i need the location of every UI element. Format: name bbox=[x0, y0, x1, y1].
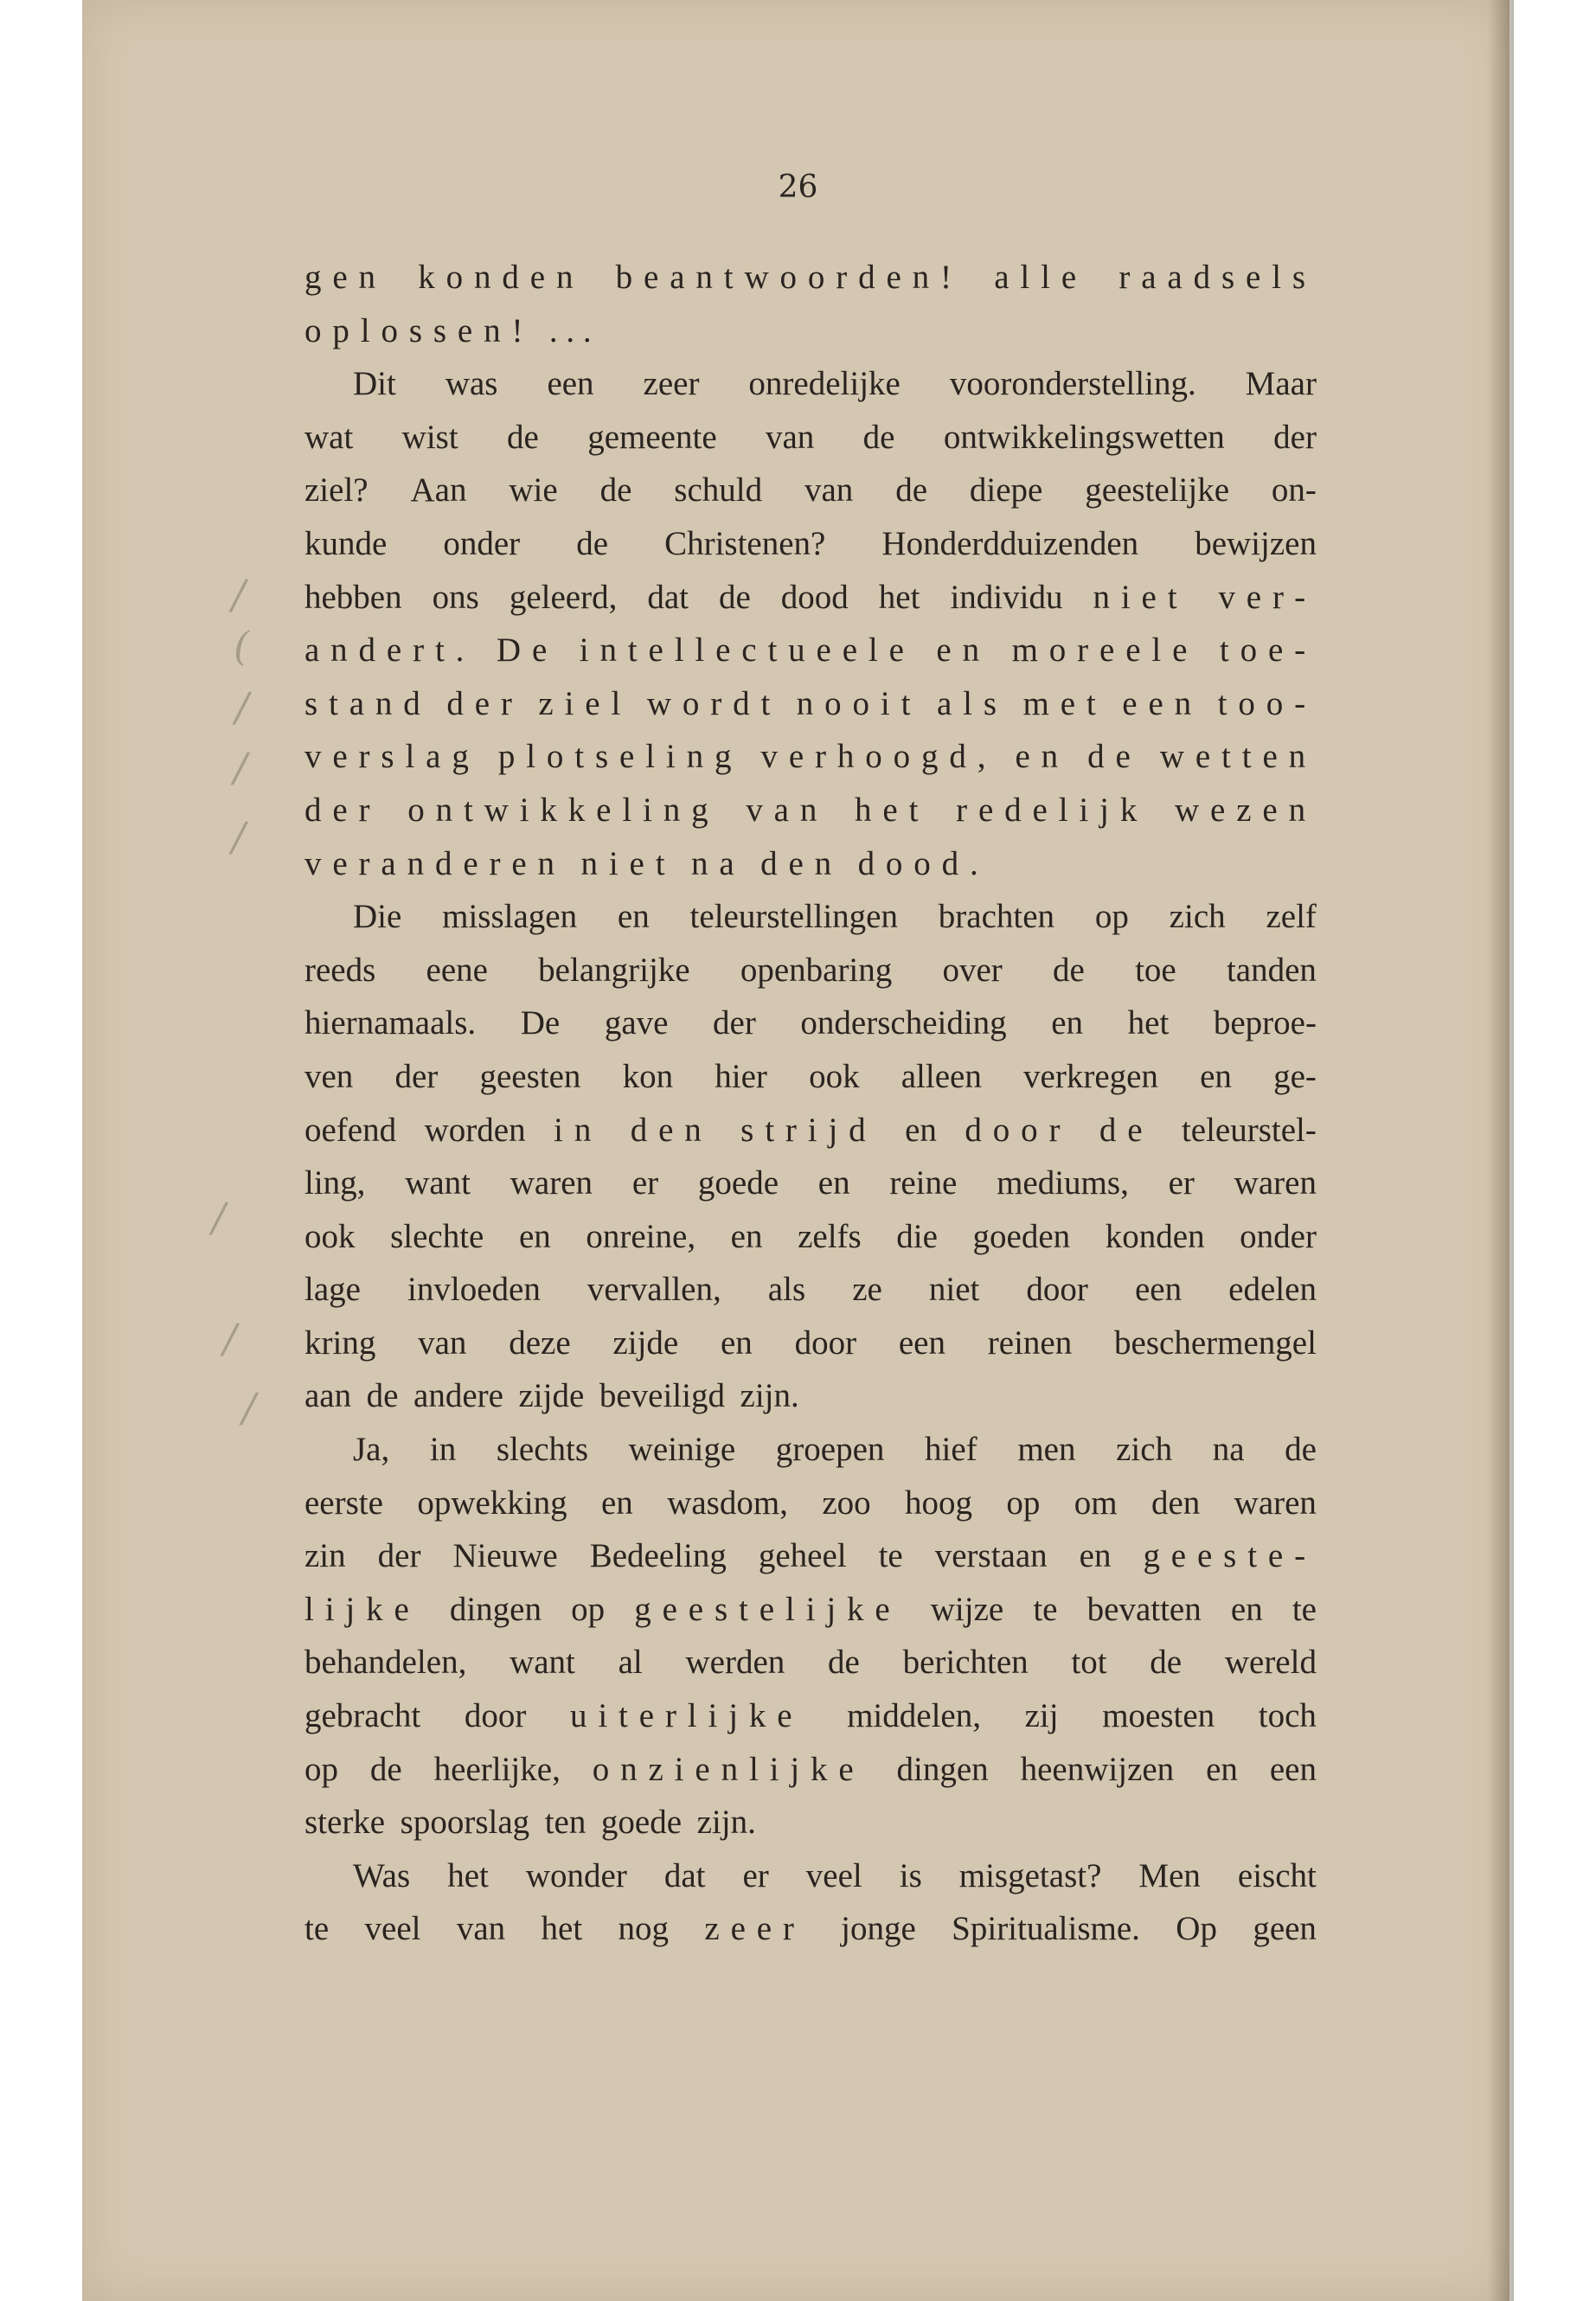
spaced-word: wetten bbox=[1159, 738, 1317, 776]
text-line bbox=[304, 677, 1317, 731]
word: konden bbox=[1105, 1217, 1205, 1255]
word: behandelen, bbox=[304, 1644, 467, 1682]
word: nog bbox=[618, 1910, 670, 1948]
word: ten bbox=[544, 1804, 586, 1842]
word: de bbox=[1285, 1431, 1317, 1469]
word: gemeente bbox=[587, 418, 717, 456]
word: dat bbox=[663, 1856, 706, 1894]
word: edelen bbox=[1228, 1271, 1317, 1309]
word: Die bbox=[353, 898, 402, 936]
word: andere bbox=[413, 1377, 503, 1415]
word: hebben bbox=[304, 578, 402, 616]
spaced-word: den bbox=[630, 1111, 713, 1149]
text-line bbox=[304, 1529, 1317, 1583]
word: was bbox=[445, 365, 498, 403]
word: wist bbox=[401, 418, 458, 456]
spaced-word: na bbox=[690, 844, 746, 882]
word: de bbox=[507, 418, 539, 456]
spaced-word: verslag bbox=[304, 738, 480, 776]
text-line bbox=[304, 1317, 1317, 1370]
word: reeds bbox=[304, 951, 376, 989]
word: ons bbox=[432, 578, 479, 616]
word: op bbox=[304, 1750, 338, 1788]
word: en bbox=[518, 1217, 551, 1255]
pencil-mark: / bbox=[235, 683, 249, 730]
spaced-word: niet bbox=[1093, 578, 1189, 616]
word: wereld bbox=[1224, 1644, 1317, 1682]
word: de bbox=[1150, 1644, 1183, 1682]
text-line bbox=[304, 1796, 1317, 1849]
word: ge- bbox=[1273, 1057, 1317, 1095]
word: oefend bbox=[304, 1111, 397, 1149]
word: de bbox=[366, 1377, 399, 1415]
text-line bbox=[304, 1477, 1317, 1530]
word: Men bbox=[1138, 1856, 1201, 1894]
word: hoog bbox=[905, 1484, 972, 1522]
spaced-word: ver- bbox=[1218, 578, 1317, 616]
spaced-word: intellectueele bbox=[579, 631, 915, 670]
word: der bbox=[377, 1537, 421, 1575]
spaced-word: verhoogd, bbox=[760, 738, 997, 776]
word: van bbox=[766, 418, 815, 456]
word: geen bbox=[1253, 1910, 1317, 1948]
word: gave bbox=[604, 1004, 669, 1042]
word: alleen bbox=[901, 1057, 982, 1095]
spaced-word: geeste- bbox=[1143, 1537, 1317, 1575]
word: berichten bbox=[902, 1644, 1029, 1682]
spaced-word: wezen bbox=[1175, 791, 1317, 829]
spaced-word: en bbox=[936, 631, 990, 670]
word: als bbox=[767, 1271, 806, 1309]
word: want bbox=[405, 1164, 471, 1202]
body-text bbox=[304, 251, 1317, 1956]
word: spoorslag bbox=[400, 1804, 530, 1842]
word: verstaan bbox=[934, 1537, 1048, 1575]
spaced-word: toe- bbox=[1219, 631, 1317, 670]
word: slechte bbox=[390, 1217, 484, 1255]
word: onder bbox=[1240, 1217, 1317, 1255]
spaced-word: onzienlijke bbox=[592, 1750, 865, 1788]
spaced-word: ziel bbox=[538, 684, 632, 722]
word: belangrijke bbox=[538, 951, 690, 989]
spaced-word: van bbox=[746, 791, 829, 829]
word: van bbox=[804, 471, 854, 510]
word: zijn. bbox=[696, 1804, 756, 1842]
spaced-word: De bbox=[496, 631, 559, 670]
word: worden bbox=[424, 1111, 526, 1149]
word: geestelijke bbox=[1085, 471, 1230, 510]
word: tot bbox=[1071, 1644, 1107, 1682]
text-line bbox=[304, 1263, 1317, 1317]
word: schuld bbox=[674, 471, 763, 510]
word: eischt bbox=[1237, 1856, 1317, 1894]
text-line bbox=[304, 464, 1317, 517]
word: den bbox=[1151, 1484, 1201, 1522]
word: dingen bbox=[896, 1750, 989, 1788]
word: door bbox=[1026, 1271, 1088, 1309]
spaced-word: lijke bbox=[304, 1590, 420, 1628]
text-line bbox=[304, 1849, 1317, 1903]
word: diepe bbox=[969, 471, 1043, 510]
word: zij bbox=[1024, 1697, 1059, 1735]
word: er bbox=[1168, 1164, 1195, 1202]
word: zich bbox=[1169, 898, 1226, 936]
word: wasdom, bbox=[667, 1484, 788, 1522]
word: aan bbox=[304, 1377, 352, 1415]
word: misslagen bbox=[442, 898, 578, 936]
word: toch bbox=[1258, 1697, 1317, 1735]
text-line bbox=[304, 1689, 1317, 1743]
word: waren bbox=[510, 1164, 593, 1202]
word: het bbox=[1127, 1004, 1170, 1042]
word: heerlijke, bbox=[433, 1750, 561, 1788]
spaced-word: nooit bbox=[796, 684, 922, 722]
word: op bbox=[1094, 898, 1129, 936]
word: een bbox=[1269, 1750, 1317, 1788]
spaced-word: den bbox=[760, 844, 843, 882]
spaced-word: de bbox=[1099, 1111, 1154, 1149]
word: sterke bbox=[304, 1804, 386, 1842]
spaced-word: moreele bbox=[1011, 631, 1199, 670]
page-number: 26 bbox=[778, 170, 818, 205]
spaced-word: de bbox=[1087, 738, 1142, 776]
text-line bbox=[304, 784, 1317, 837]
word: zelf bbox=[1266, 898, 1317, 936]
text-line bbox=[304, 517, 1317, 571]
word: de bbox=[718, 578, 751, 616]
word: van bbox=[456, 1910, 506, 1948]
word: der bbox=[394, 1057, 439, 1095]
word: on- bbox=[1271, 471, 1317, 510]
word: Bedeeling bbox=[589, 1537, 727, 1575]
word: wijze bbox=[930, 1590, 1004, 1628]
word: goede bbox=[600, 1804, 683, 1842]
word: slechts bbox=[496, 1431, 589, 1469]
word: beschermengel bbox=[1114, 1324, 1317, 1362]
word: verkregen bbox=[1023, 1057, 1158, 1095]
word: en bbox=[1230, 1590, 1263, 1628]
word: reine bbox=[889, 1164, 958, 1202]
word: te bbox=[304, 1910, 330, 1948]
spaced-word: met bbox=[1022, 684, 1107, 722]
word: is bbox=[899, 1856, 922, 1894]
word: De bbox=[520, 1004, 561, 1042]
word: onderscheiding bbox=[800, 1004, 1007, 1042]
spaced-word: stand bbox=[304, 684, 432, 722]
spaced-word: gen bbox=[304, 259, 387, 296]
word: ook bbox=[304, 1217, 356, 1255]
page-edge-shadow bbox=[1488, 0, 1514, 2301]
word: hier bbox=[715, 1057, 767, 1095]
pencil-mark: / bbox=[242, 1384, 256, 1431]
word: en bbox=[730, 1217, 763, 1255]
word: hiernamaals. bbox=[304, 1004, 477, 1042]
word: beveiligd bbox=[599, 1377, 725, 1415]
word: deze bbox=[509, 1324, 571, 1362]
pencil-mark: / bbox=[232, 813, 246, 860]
word: onreine, bbox=[586, 1217, 696, 1255]
word: een bbox=[1134, 1271, 1183, 1309]
text-line bbox=[304, 1157, 1317, 1210]
spaced-word: zeer bbox=[704, 1910, 805, 1948]
spaced-word: redelijk bbox=[956, 791, 1149, 829]
word: waren bbox=[1234, 1164, 1317, 1202]
word: dingen bbox=[449, 1590, 542, 1628]
word: misgetast? bbox=[958, 1856, 1102, 1894]
word: tanden bbox=[1226, 951, 1317, 989]
word: kring bbox=[304, 1324, 376, 1362]
spaced-word: plotseling bbox=[497, 738, 743, 776]
spaced-word: door bbox=[965, 1111, 1072, 1149]
spaced-word: wordt bbox=[646, 684, 782, 722]
text-line bbox=[304, 944, 1317, 997]
word: waren bbox=[1234, 1484, 1317, 1522]
word: al bbox=[618, 1644, 643, 1682]
word: en bbox=[617, 898, 650, 936]
word: en bbox=[601, 1484, 633, 1522]
word: Honderdduizenden bbox=[881, 524, 1139, 562]
word: er bbox=[742, 1856, 769, 1894]
word: Ja, bbox=[353, 1431, 390, 1469]
text-line bbox=[304, 1050, 1317, 1104]
word: en bbox=[721, 1324, 753, 1362]
word: ling, bbox=[304, 1164, 366, 1202]
word: Christenen? bbox=[664, 524, 826, 562]
spaced-word: alle bbox=[994, 259, 1088, 296]
word: de bbox=[1053, 951, 1085, 989]
word: en bbox=[1206, 1750, 1238, 1788]
word: Dit bbox=[353, 365, 396, 403]
pencil-mark: / bbox=[232, 571, 246, 618]
word: dat bbox=[647, 578, 689, 616]
text-line bbox=[304, 1902, 1317, 1956]
word: der bbox=[713, 1004, 756, 1042]
word: opwekking bbox=[417, 1484, 567, 1522]
word: door bbox=[464, 1697, 527, 1735]
word: er bbox=[631, 1164, 659, 1202]
word: veel bbox=[364, 1910, 421, 1948]
word: en bbox=[1079, 1537, 1112, 1575]
word: vervallen, bbox=[586, 1271, 721, 1309]
word: bewijzen bbox=[1195, 524, 1317, 562]
word: en bbox=[1200, 1057, 1232, 1095]
spaced-word: andert. bbox=[304, 631, 476, 670]
word: onredelijke bbox=[748, 365, 901, 403]
word: die bbox=[896, 1217, 938, 1255]
word: moesten bbox=[1102, 1697, 1215, 1735]
word: gebracht bbox=[304, 1697, 421, 1735]
spaced-word: konden bbox=[418, 259, 585, 296]
pencil-mark: / bbox=[234, 744, 247, 791]
word: Was bbox=[353, 1856, 411, 1894]
word: te bbox=[878, 1537, 903, 1575]
word: openbaring bbox=[740, 951, 893, 989]
word: zeer bbox=[643, 365, 700, 403]
word: want bbox=[510, 1644, 575, 1682]
text-line bbox=[304, 1369, 1317, 1423]
word: om bbox=[1074, 1484, 1118, 1522]
word: ook bbox=[809, 1057, 860, 1095]
spaced-word: veranderen bbox=[304, 844, 566, 882]
spaced-word: der bbox=[304, 791, 381, 829]
word: eene bbox=[426, 951, 488, 989]
word: zijde bbox=[518, 1377, 585, 1415]
word: het bbox=[541, 1910, 583, 1948]
word: op bbox=[1006, 1484, 1041, 1522]
word: teleurstellingen bbox=[689, 898, 898, 936]
word: de bbox=[828, 1644, 860, 1682]
word: individu bbox=[950, 578, 1063, 616]
spaced-word: een bbox=[1122, 684, 1203, 722]
word: van bbox=[418, 1324, 467, 1362]
spaced-word: als bbox=[936, 684, 1008, 722]
text-line bbox=[304, 1104, 1317, 1157]
word: vooronderstelling. bbox=[949, 365, 1196, 403]
word: invloeden bbox=[407, 1271, 541, 1309]
word: . . . bbox=[548, 311, 592, 349]
word: en bbox=[1051, 1004, 1084, 1042]
spaced-word: het bbox=[855, 791, 930, 829]
word: ze bbox=[852, 1271, 882, 1309]
word: de bbox=[369, 1750, 402, 1788]
text-line bbox=[304, 890, 1317, 944]
word: veel bbox=[805, 1856, 862, 1894]
word: wonder bbox=[525, 1856, 627, 1894]
word: Aan bbox=[410, 471, 467, 510]
word: en bbox=[905, 1111, 937, 1149]
spaced-word: strijd bbox=[740, 1111, 877, 1149]
word: in bbox=[429, 1431, 457, 1469]
text-line bbox=[304, 730, 1317, 784]
word: werden bbox=[685, 1644, 785, 1682]
word: door bbox=[794, 1324, 857, 1362]
pencil-mark: ( bbox=[234, 623, 249, 670]
word: wie bbox=[509, 471, 558, 510]
spaced-word: der bbox=[446, 684, 523, 722]
text-line bbox=[304, 411, 1317, 465]
word: de bbox=[862, 418, 895, 456]
word: hief bbox=[925, 1431, 977, 1469]
word: op bbox=[571, 1590, 606, 1628]
word: niet bbox=[928, 1271, 980, 1309]
text-line bbox=[304, 304, 1317, 358]
word: toe bbox=[1135, 951, 1176, 989]
word: te bbox=[1033, 1590, 1058, 1628]
word: Spiritualisme. bbox=[952, 1910, 1140, 1948]
word: ven bbox=[304, 1057, 354, 1095]
word: ontwikkelingswetten bbox=[943, 418, 1225, 456]
word: en bbox=[817, 1164, 850, 1202]
spaced-word: dood. bbox=[857, 844, 990, 882]
word: geesten bbox=[479, 1057, 581, 1095]
word: een bbox=[547, 365, 594, 403]
word: zijde bbox=[612, 1324, 679, 1362]
word: goede bbox=[697, 1164, 779, 1202]
word: bevatten bbox=[1086, 1590, 1202, 1628]
word: Nieuwe bbox=[452, 1537, 558, 1575]
word: jonge bbox=[841, 1910, 916, 1948]
text-line bbox=[304, 357, 1317, 411]
word: zijn. bbox=[740, 1377, 799, 1415]
word: kunde bbox=[304, 524, 388, 562]
text-line bbox=[304, 251, 1317, 304]
word: wat bbox=[304, 418, 354, 456]
pencil-mark: / bbox=[212, 1194, 226, 1240]
spaced-word: geestelijke bbox=[634, 1590, 901, 1628]
spaced-word: niet bbox=[580, 844, 676, 882]
word: mediums, bbox=[997, 1164, 1129, 1202]
word: de bbox=[599, 471, 632, 510]
word: zoo bbox=[822, 1484, 871, 1522]
word: onder bbox=[443, 524, 521, 562]
word: kon bbox=[622, 1057, 674, 1095]
word: men bbox=[1017, 1431, 1076, 1469]
text-line bbox=[304, 1743, 1317, 1797]
word: een bbox=[898, 1324, 945, 1362]
spaced-word: uiterlijke bbox=[569, 1697, 804, 1735]
word: brachten bbox=[938, 898, 1055, 936]
text-line bbox=[304, 997, 1317, 1050]
spaced-word: too- bbox=[1217, 684, 1317, 722]
word: geheel bbox=[758, 1537, 847, 1575]
text-line bbox=[304, 1210, 1317, 1264]
word: over bbox=[942, 951, 1003, 989]
spaced-word: ontwikkeling bbox=[407, 791, 720, 829]
text-line bbox=[304, 571, 1317, 625]
word: heenwijzen bbox=[1020, 1750, 1175, 1788]
word: middelen, bbox=[847, 1697, 981, 1735]
word: zelfs bbox=[798, 1217, 862, 1255]
word: het bbox=[878, 578, 920, 616]
word: weinige bbox=[628, 1431, 736, 1469]
word: dood bbox=[780, 578, 849, 616]
spaced-word: en bbox=[1015, 738, 1070, 776]
word: het bbox=[447, 1856, 489, 1894]
word: zin bbox=[304, 1537, 346, 1575]
word: eerste bbox=[304, 1484, 383, 1522]
word: de bbox=[576, 524, 609, 562]
word: teleurstel- bbox=[1181, 1111, 1317, 1149]
word: geleerd, bbox=[509, 578, 618, 616]
text-line bbox=[304, 837, 1317, 891]
word: lage bbox=[304, 1271, 361, 1309]
word: zich bbox=[1116, 1431, 1173, 1469]
word: ziel? bbox=[304, 471, 369, 510]
word: groepen bbox=[775, 1431, 885, 1469]
word: te bbox=[1292, 1590, 1317, 1628]
word: der bbox=[1273, 418, 1317, 456]
word: de bbox=[895, 471, 928, 510]
text-line bbox=[304, 1583, 1317, 1637]
spaced-word: oplossen! bbox=[304, 311, 535, 349]
pencil-mark: / bbox=[223, 1315, 237, 1362]
spaced-word: beantwoorden! bbox=[615, 259, 963, 296]
word: na bbox=[1212, 1431, 1245, 1469]
spaced-word: raadsels bbox=[1118, 259, 1317, 296]
word: beproe- bbox=[1213, 1004, 1317, 1042]
word: Op bbox=[1176, 1910, 1217, 1948]
text-line bbox=[304, 624, 1317, 677]
spaced-word: in bbox=[554, 1111, 603, 1149]
word: Maar bbox=[1245, 365, 1317, 403]
text-line bbox=[304, 1636, 1317, 1689]
text-line bbox=[304, 1423, 1317, 1477]
word: reinen bbox=[987, 1324, 1073, 1362]
word: goeden bbox=[972, 1217, 1071, 1255]
